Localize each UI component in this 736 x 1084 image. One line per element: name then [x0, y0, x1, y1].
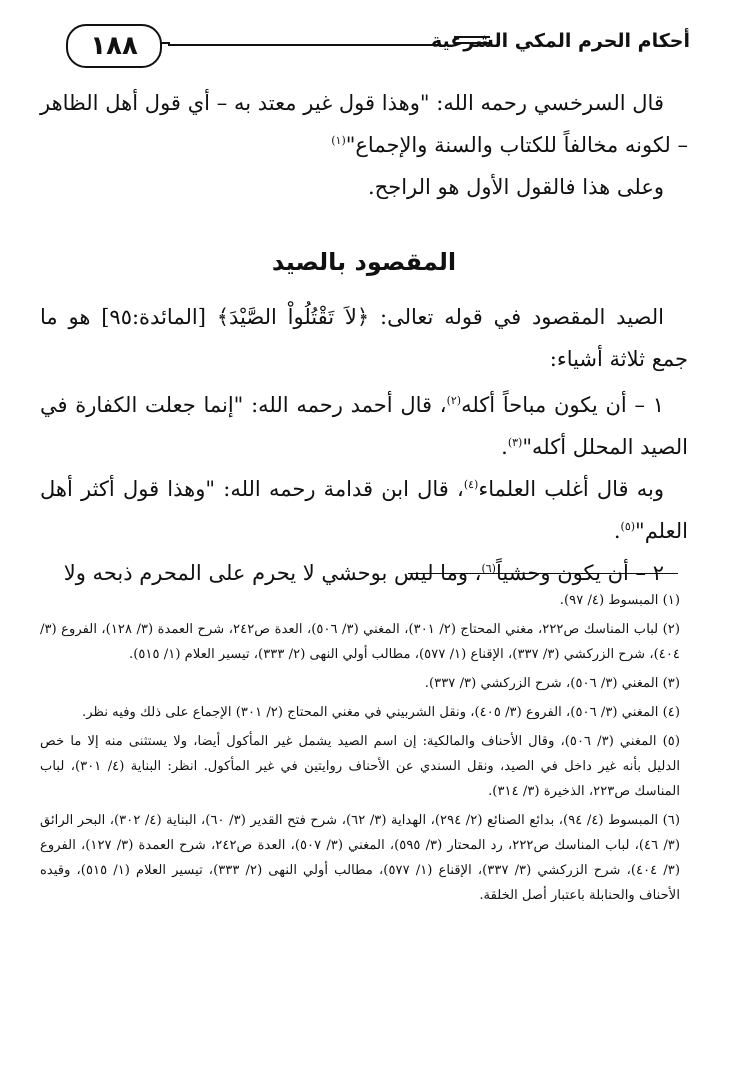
list-item-text: ، وما ليس بوحشي لا يحرم على المحرم ذبحه ولا [63, 561, 482, 585]
footnote-2: (٢) لباب المناسك ص٢٢٢، مغني المحتاج (٢/ ٣٠١)، المغني (٣/ ٥٠٦)، العدة ص٢٤٢، شرح العمدة (٣/ ١٢٨)، الفروع (٣/ ٤٠٤)، شرح الزركشي (٣/ ٣٣٧)، الإقناع (١/ ٥٧٧)، مطالب أولي النهى (٢/ ٣٣٣)، تيسير العلام (١/ ٥١٥). [40, 622, 681, 662]
footnote-ref: (٢) [446, 394, 462, 407]
footnote-separator [408, 573, 678, 574]
footnote-3: (٣) المغني (٣/ ٥٠٦)، شرح الزركشي (٣/ ٣٣٧). [424, 676, 680, 691]
footnote-4: (٤) المغني (٣/ ٥٠٦)، الفروع (٣/ ٤٠٥)، ونقل الشربيني في مغني المحتاج (٢/ ٣٠١) الإجماع على ذلك وفيه نظر. [82, 705, 680, 720]
section-heading: المقصود بالصيد [271, 248, 457, 276]
footnote-1: (١) المبسوط (٤/ ٩٧). [559, 593, 680, 608]
footnote-ref: (١) [331, 134, 346, 147]
paragraph-text: ، قال ابن قدامة رحمه الله: "وهذا قول أكثر أهل العلم" [40, 477, 688, 543]
paragraph-majority [40, 468, 688, 552]
paragraph-text: قال السرخسي رحمه الله: "وهذا قول غير معتد به – أي قول أهل الظاهر – لكونه مخالفاً للكتاب والسنة والإجماع" [40, 91, 688, 157]
paragraph-sarakhsi [40, 82, 688, 166]
paragraph-conclusion: وعلى هذا فالقول الأول هو الراجح. [368, 175, 664, 199]
title-separator-icon [454, 36, 490, 50]
paragraph-definition: الصيد المقصود في قوله تعالى: ﴿لاَ تَقْتُلُواْ الصَّيْدَ﴾ [المائدة:٩٥] هو ما جمع ثلاثة أشياء: [40, 305, 688, 371]
main-text [40, 82, 688, 594]
list-item-text: ٢ – أن يكون وحشياً [495, 561, 664, 585]
footnote-6: (٦) المبسوط (٤/ ٩٤)، بدائع الصنائع (٢/ ٢٩٤)، الهداية (٣/ ٦٢)، شرح فتح القدير (٣/ ٦٠)، البناية (٤/ ٣٠٢)، البحر الرائق (٣/ ٤٦)، لباب المناسك ص٢٢٢، رد المحتار (٣/ ٥٩٥)، المغني (٣/ ٥٠٧)، العدة ص٢٤٢، شرح العمدة (٣/ ١٢٧)، الفروع (٣/ ٤٠٤)، شرح الزركشي (٣/ ٣٣٧)، الإقناع (١/ ٥٧٧)، مطالب أولي النهى (٢/ ٣٣٣)، تيسير العلام (١/ ٥١٥)، وقيده الأحناف والحنابلة باعتبار أصل الخلقة. [40, 813, 681, 903]
paragraph-text: وبه قال أغلب العلماء [478, 477, 664, 501]
footnote-ref: (٤) [463, 478, 479, 491]
list-item-text: ١ – أن يكون مباحاً أكله [461, 393, 664, 417]
running-title: أحكام الحرم المكي الشرعية [431, 30, 690, 52]
list-item-text: ، قال أحمد رحمه الله: "إنما جعلت الكفارة في الصيد المحلل أكله" [40, 393, 688, 459]
list-item-1 [40, 384, 688, 468]
page-number: ١٨٨ [66, 24, 162, 68]
footnotes [40, 588, 680, 912]
page-header [26, 20, 690, 72]
footnote-ref: (٦) [481, 562, 496, 575]
footnote-5: (٥) المغني (٣/ ٥٠٦)، وقال الأحناف والمالكية: إن اسم الصيد يشمل غير المأكول أيضا، ولا يستثنى منه إلا ما خص الدليل بأنه غير داخل في الصيد، ونقل السندي عن الأحناف روايتين في غير المأكول. انظر: البناية (٤/ ٣٠١)، لباب المناسك ص٢٢٣، الذخيرة (٣/ ٣١٤). [40, 734, 680, 799]
footnote-ref: (٥) [620, 520, 636, 533]
header-rule [168, 44, 440, 46]
list-item-text: . [501, 435, 508, 459]
footnote-ref: (٣) [507, 436, 523, 449]
paragraph-text: . [613, 519, 621, 543]
